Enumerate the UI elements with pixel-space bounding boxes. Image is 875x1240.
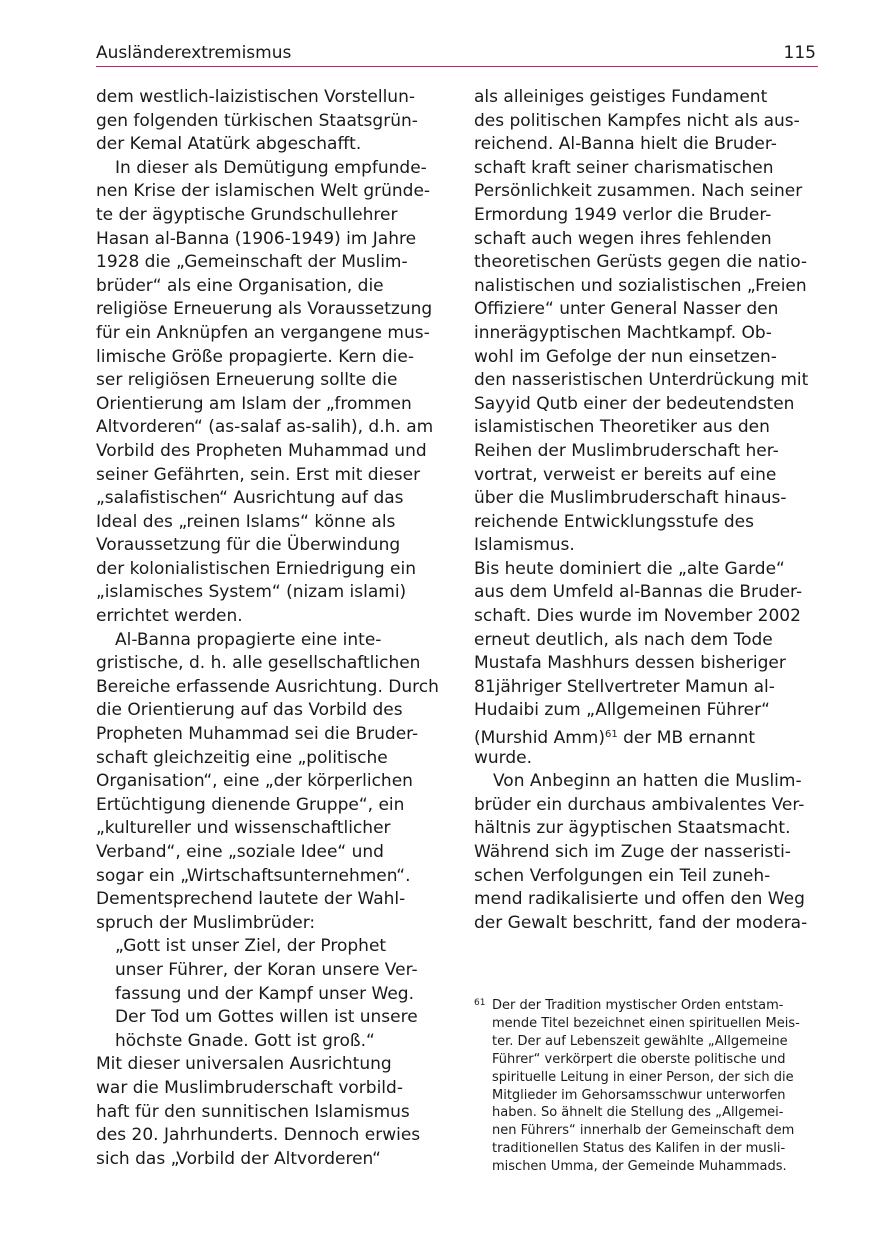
text-line: die Orientierung auf das Vorbild des xyxy=(96,700,403,721)
footnote-line: Der der Tradition mystischer Orden entstam- xyxy=(492,998,784,1013)
text-line: reichende Entwicklungsstufe des xyxy=(474,511,754,532)
text-line: nen Krise der islamischen Welt gründe- xyxy=(96,181,431,202)
text-line: Voraussetzung für die Überwindung xyxy=(96,535,401,556)
text-line: als alleiniges geistiges Fundament xyxy=(474,87,768,107)
quote-line: höchste Gnade. Gott ist groß.“ xyxy=(115,1030,375,1051)
text-line: haft für den sunnitischen Islamismus xyxy=(96,1101,410,1122)
text-line: der kolonialistischen Erniedrigung ein xyxy=(96,558,417,579)
footnote-line: spirituelle Leitung in einer Person, der sich die xyxy=(492,1069,794,1085)
text-line: innerägyptischen Machtkampf. Ob- xyxy=(474,322,772,343)
text-line: aus dem Umfeld al-Bannas die Bruder- xyxy=(474,582,803,603)
text-line: 1928 die „Gemeinschaft der Muslim- xyxy=(96,252,408,273)
text-line: In dieser als Demütigung empfunde- xyxy=(115,157,427,178)
text-line: schaft. Dies wurde im November 2002 xyxy=(474,606,801,627)
footnote-line: mischen Umma, der Gemeinde Muhammads. xyxy=(492,1159,787,1175)
text-line: den nasseristischen Unterdrückung mit xyxy=(474,370,809,391)
text-line: des politischen Kampfes nicht als aus- xyxy=(474,110,800,131)
section-title: Ausländerextremismus xyxy=(96,43,292,63)
text-line: Mustafa Mashhurs dessen bisheriger xyxy=(474,653,786,674)
text-line: Propheten Muhammad sei die Bruder- xyxy=(96,724,419,745)
text-line: brüder“ als eine Organisation, die xyxy=(96,275,384,296)
text-line: sogar ein „Wirtschaftsunternehmen“. xyxy=(96,865,411,886)
text-line: islamistischen Theoretiker aus den xyxy=(474,417,770,438)
text-line: reichend. Al-Banna hielt die Bruder- xyxy=(474,134,777,155)
text-line: „kultureller und wissenschaftlicher xyxy=(96,818,391,839)
text-line: errichtet werden. xyxy=(96,606,243,627)
text-line: über die Muslimbruderschaft hinaus- xyxy=(474,488,787,509)
quote-line: unser Führer, der Koran unsere Ver- xyxy=(115,959,418,980)
text-line: Reihen der Muslimbruderschaft her- xyxy=(474,440,779,461)
text-line: schaft gleichzeitig eine „politische xyxy=(96,747,388,768)
footnote-line: haben. So ähnelt die Stellung des „Allgemei- xyxy=(492,1105,784,1121)
text-line: Persönlichkeit zusammen. Nach seiner xyxy=(474,181,803,202)
footnote-text xyxy=(492,997,800,1176)
text-line: schaft auch wegen ihres fehlenden xyxy=(474,228,772,249)
page-number: 115 xyxy=(783,43,816,63)
text-line: des 20. Jahrhunderts. Dennoch erwies xyxy=(96,1125,421,1146)
text-line: Ideal des „reinen Islams“ könne als xyxy=(96,511,396,532)
text-line: vortrat, verweist er bereits auf eine xyxy=(474,464,777,485)
text-line: der Gewalt beschritt, fand der modera- xyxy=(474,912,808,933)
quote-line: „Gott ist unser Ziel, der Prophet xyxy=(115,936,387,957)
text-line: spruch der Muslimbrüder: xyxy=(96,912,316,933)
footnote-reference: 61 xyxy=(605,729,618,741)
text-line: Ertüchtigung dienende Gruppe“, ein xyxy=(96,794,405,815)
text-line: Bis heute dominiert die „alte Garde“ xyxy=(474,558,785,579)
text-line: gen folgenden türkischen Staatsgrün- xyxy=(96,110,418,131)
text-line: limische Größe propagierte. Kern die- xyxy=(96,346,414,367)
left-column xyxy=(96,86,441,1171)
text-line: „islamisches System“ (nizam islami) xyxy=(96,582,407,603)
text-line: war die Muslimbruderschaft vorbild- xyxy=(96,1077,403,1098)
text-line: Vorbild des Propheten Muhammad und xyxy=(96,440,427,461)
footnote-line: mende Titel bezeichnet einen spirituellen Meis- xyxy=(492,1015,800,1031)
text-line: Islamismus. xyxy=(474,535,575,556)
text-line: seiner Gefährten, sein. Erst mit dieser xyxy=(96,464,421,485)
text-line: Al-Banna propagierte eine inte- xyxy=(115,629,382,650)
text-line: dem westlich-laizistischen Vorstellun- xyxy=(96,87,415,107)
text-line: Sayyid Qutb einer der bedeutendsten xyxy=(474,393,795,414)
text-line: brüder ein durchaus ambivalentes Ver- xyxy=(474,794,805,815)
footnote-line: Mitglieder im Gehorsamsschwur unterworfen xyxy=(492,1087,786,1103)
footnote-line: nen Führers“ innerhalb der Gemeinschaft dem xyxy=(492,1123,795,1139)
text-line: Organisation“, eine „der körperlichen xyxy=(96,771,413,792)
text-line: Dementsprechend lautete der Wahl- xyxy=(96,889,406,910)
text-line: Verband“, eine „soziale Idee“ und xyxy=(96,842,384,862)
quote-line: Der Tod um Gottes willen ist unsere xyxy=(115,1007,418,1028)
text-line: religiöse Erneuerung als Voraussetzung xyxy=(96,299,433,320)
text-line: der Kemal Atatürk abgeschafft. xyxy=(96,134,362,155)
footnote-line: traditionellen Status des Kalifen in der musli- xyxy=(492,1141,786,1157)
footnote-number: 61 xyxy=(474,998,486,1008)
text-line: sich das „Vorbild der Altvorderen“ xyxy=(96,1148,381,1169)
text-line: (Murshid Amm)$^{61}$ der MB ernannt xyxy=(474,728,756,749)
footnote-line: ter. Der auf Lebenszeit gewählte „Allgemeine xyxy=(492,1033,788,1049)
text-line: wurde. xyxy=(474,747,533,768)
text-line: „salafistischen“ Ausrichtung auf das xyxy=(96,488,404,509)
running-header xyxy=(96,42,818,67)
text-line: erneut deutlich, als nach dem Tode xyxy=(474,629,773,650)
quote-line: fassung und der Kampf unser Weg. xyxy=(115,983,414,1004)
text-line: schen Verfolgungen ein Teil zuneh- xyxy=(474,865,771,886)
right-column xyxy=(474,86,819,935)
text-line: Von Anbeginn an hatten die Muslim- xyxy=(493,771,802,792)
text-line: Ermordung 1949 verlor die Bruder- xyxy=(474,204,772,225)
text-line: theoretischen Gerüsts gegen die natio- xyxy=(474,252,808,273)
text-line: hältnis zur ägyptischen Staatsmacht. xyxy=(474,818,791,839)
text-line: Hasan al-Banna (1906-1949) im Jahre xyxy=(96,228,417,249)
text-line: wohl im Gefolge der nun einsetzen- xyxy=(474,346,777,367)
text-line: Offiziere“ unter General Nasser den xyxy=(474,299,779,320)
text-line: für ein Anknüpfen an vergangene mus- xyxy=(96,322,430,343)
text-line: ser religiösen Erneuerung sollte die xyxy=(96,370,398,391)
text-line: gristische, d. h. alle gesellschaftlichen xyxy=(96,653,421,674)
footnote-line: Führer“ verkörpert die oberste politische und xyxy=(492,1051,786,1067)
text-line: Hudaibi zum „Allgemeinen Führer“ xyxy=(474,700,770,721)
text-line: Während sich im Zuge der nasseristi- xyxy=(474,842,791,862)
text-line: Orientierung am Islam der „frommen xyxy=(96,393,412,414)
text-line: Mit dieser universalen Ausrichtung xyxy=(96,1054,392,1075)
text-line: te der ägyptische Grundschullehrer xyxy=(96,204,398,225)
text-line: Bereiche erfassende Ausrichtung. Durch xyxy=(96,676,439,697)
text-line: nalistischen und sozialistischen „Freien xyxy=(474,275,807,296)
text-line: 81jähriger Stellvertreter Mamun al- xyxy=(474,676,775,697)
text-line: Altvorderen“ (as-salaf as-salih), d.h. am xyxy=(96,417,434,438)
text-line: mend radikalisierte und offen den Weg xyxy=(474,889,805,910)
text-line: schaft kraft seiner charismatischen xyxy=(474,157,774,178)
